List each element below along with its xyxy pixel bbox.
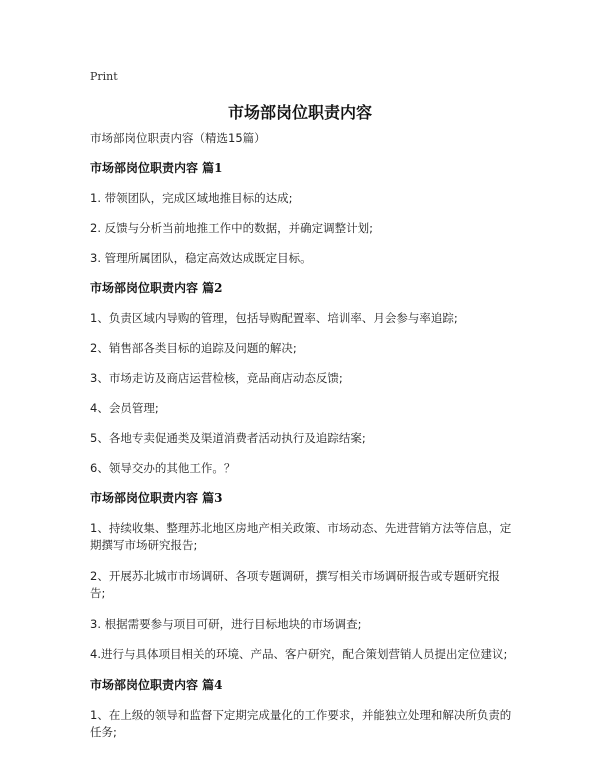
list-item: 1、持续收集、整理苏北地区房地产相关政策、市场动态、先进营销方法等信息，定期撰写市场研究报告; xyxy=(90,521,512,552)
document-subtitle: 市场部岗位职责内容（精选15篇） xyxy=(90,131,266,145)
list-item: 3. 根据需要参与项目可研，进行目标地块的市场调查; xyxy=(90,617,362,631)
list-item: 4.进行与具体项目相关的环境、产品、客户研究，配合策划营销人员提出定位建议; xyxy=(90,647,508,661)
section-1 xyxy=(90,160,512,266)
document-body xyxy=(90,130,512,755)
list-item: 2、开展苏北城市市场调研、各项专题调研，撰写相关市场调研报告或专题研究报告; xyxy=(90,569,500,600)
page-title: 市场部岗位职责内容 xyxy=(227,103,372,122)
list-item: 3、市场走访及商店运营检核，竞品商店动态反馈; xyxy=(90,371,343,385)
section-3 xyxy=(90,490,512,663)
section-heading: 市场部岗位职责内容 篇2 xyxy=(90,281,223,295)
section-heading: 市场部岗位职责内容 篇1 xyxy=(90,161,223,175)
section-heading: 市场部岗位职责内容 篇3 xyxy=(90,491,223,505)
section-4 xyxy=(90,677,512,741)
list-item: 1. 带领团队，完成区域地推目标的达成; xyxy=(90,191,293,205)
section-2 xyxy=(90,280,512,476)
print-link[interactable]: Print xyxy=(90,70,118,83)
list-item: 2. 反馈与分析当前地推工作中的数据，并确定调整计划; xyxy=(90,221,373,235)
list-item: 1、在上级的领导和监督下定期完成量化的工作要求，并能独立处理和解决所负责的任务; xyxy=(90,708,512,739)
section-heading: 市场部岗位职责内容 篇4 xyxy=(90,678,223,692)
list-item: 2、销售部各类目标的追踪及问题的解决; xyxy=(90,341,297,355)
list-item: 3. 管理所属团队，稳定高效达成既定目标。 xyxy=(90,251,312,265)
list-item: 1、负责区域内导购的管理，包括导购配置率、培训率、月会参与率追踪; xyxy=(90,311,458,325)
list-item: 6、领导交办的其他工作。？ xyxy=(90,461,236,475)
list-item: 4、会员管理; xyxy=(90,401,159,415)
list-item: 5、各地专卖促通类及渠道消费者活动执行及追踪结案; xyxy=(90,431,366,445)
